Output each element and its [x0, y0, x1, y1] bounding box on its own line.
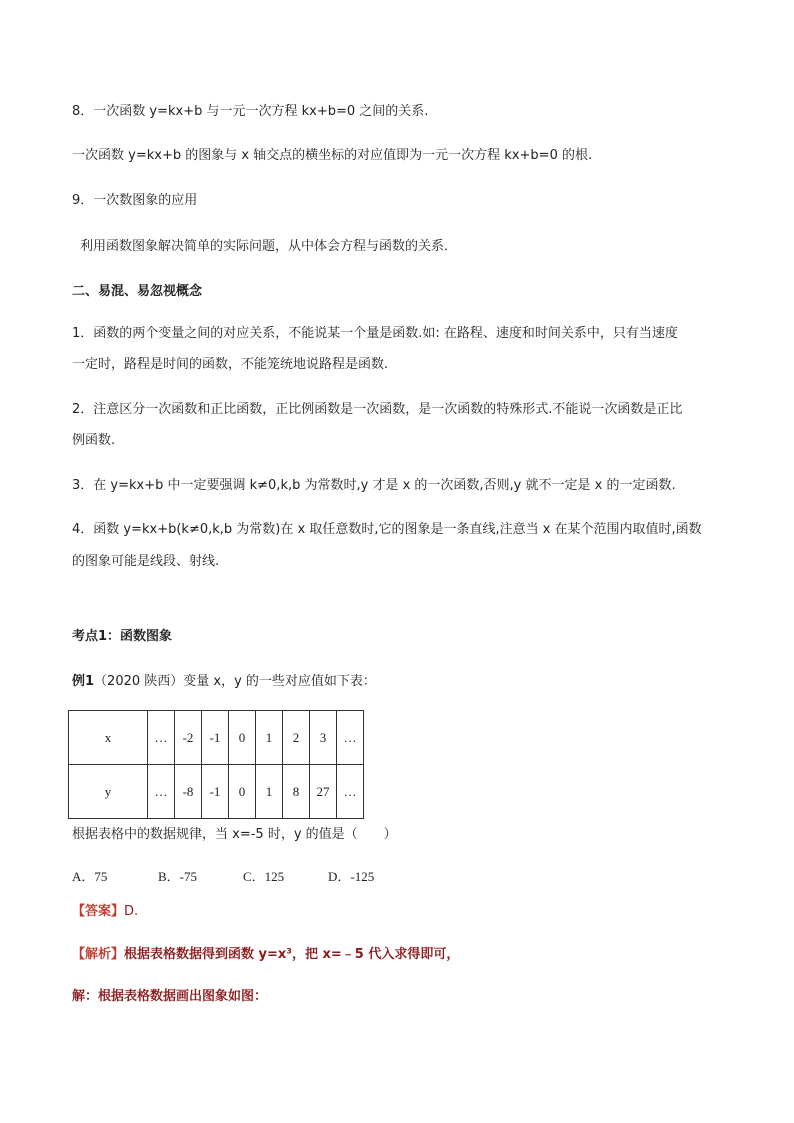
values-table [68, 710, 364, 819]
section2-p2-line2: 例函数. [72, 433, 116, 448]
kaodian-heading: 考点1：函数图象 [72, 629, 173, 644]
option-a: A．75 [72, 869, 108, 884]
answer-label: 【答案】 [72, 904, 125, 919]
table-row-y [69, 765, 364, 819]
solution-text: 解：根据表格数据画出图象如图： [72, 989, 268, 1004]
section2-p4-line1: 4．函数 y=kx+b(k≠0,k,b 为常数)在 x 取任意数时,它的图象是一条直线,注意当 x 在某个范围内取值时,函数 [72, 522, 702, 537]
option-d: D．-125 [328, 869, 375, 884]
table-cell: 27 [310, 765, 337, 819]
table-cell: … [148, 711, 175, 765]
analysis-text: 根据表格数据得到函数 y=x³，把 x=﹣5 代入求得即可， [124, 947, 460, 962]
table-cell: … [337, 765, 364, 819]
option-b: B．-75 [158, 869, 198, 884]
table-cell: 1 [256, 711, 283, 765]
table-cell: -8 [175, 765, 202, 819]
table-cell: 2 [283, 711, 310, 765]
table-cell: y [69, 765, 148, 819]
table-cell: -1 [202, 711, 229, 765]
item8-title: 8．一次函数 y=kx+b 与一元一次方程 kx+b=0 之间的关系. [72, 104, 429, 119]
table-cell: -1 [202, 765, 229, 819]
table-cell: 8 [283, 765, 310, 819]
table-cell: 0 [229, 711, 256, 765]
table-row-x [69, 711, 364, 765]
analysis-label: 【解析】 [72, 947, 125, 962]
section2-p1-line2: 一定时，路程是时间的函数，不能笼统地说路程是函数. [72, 357, 389, 372]
table-cell: 1 [256, 765, 283, 819]
example-question: 根据表格中的数据规律，当 x=-5 时，y 的值是（ ） [72, 827, 397, 842]
section2-p2-line1: 2．注意区分一次函数和正比函数，正比例函数是一次函数，是一次函数的特殊形式.不能说一次函数是正比 [72, 402, 683, 417]
table-cell: … [148, 765, 175, 819]
section2-heading: 二、易混、易忽视概念 [72, 284, 203, 299]
example-label: 例1 [72, 674, 95, 689]
item9-title: 9．一次数图象的应用 [72, 193, 198, 208]
table-cell: -2 [175, 711, 202, 765]
answer-value: D. [124, 904, 139, 919]
example-text: （2020 陕西）变量 x，y 的一些对应值如下表： [94, 674, 376, 689]
example-intro [72, 673, 376, 691]
answer-line [72, 903, 138, 921]
table-cell: 0 [229, 765, 256, 819]
item8-body: 一次函数 y=kx+b 的图象与 x 轴交点的横坐标的对应值即为一元一次方程 kx+b=0 的根. [72, 148, 593, 163]
item9-body: 利用函数图象解决简单的实际问题，从中体会方程与函数的关系． [80, 239, 458, 254]
table-cell: 3 [310, 711, 337, 765]
analysis-line [72, 946, 459, 964]
section2-p3: 3．在 y=kx+b 中一定要强调 k≠0,k,b 为常数时,y 才是 x 的一次函数,否则,y 就不一定是 x 的一定函数. [72, 478, 676, 493]
section2-p1-line1: 1．函数的两个变量之间的对应关系，不能说某一个量是函数.如: 在路程、速度和时间关系中，只有当速度 [72, 326, 678, 341]
option-c: C．125 [243, 869, 285, 884]
section2-p4-line2: 的图象可能是线段、射线. [72, 554, 220, 569]
table-cell: x [69, 711, 148, 765]
table-cell: … [337, 711, 364, 765]
